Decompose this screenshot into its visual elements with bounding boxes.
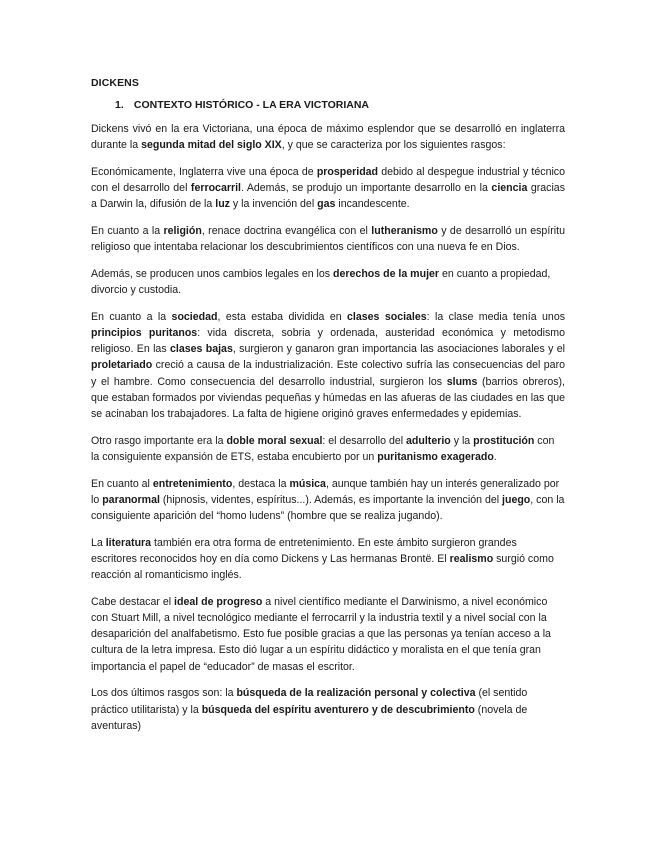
text-run: (hipnosis, videntes, espíritus...). Además, es importante la invención del [159, 493, 503, 506]
bold-term: principios puritanos [91, 327, 198, 340]
bold-term: clases bajas [169, 343, 233, 356]
bold-term: búsqueda del espíritu aventurero y de descubrimiento [201, 703, 475, 716]
text-run: , renace doctrina evangélica con el [201, 225, 372, 238]
bold-term: gas [317, 198, 336, 211]
text-run: Dickens vivó en la era Victoriana, una época de máximo esplendor que se desarrolló en inglaterra durante la [91, 123, 565, 152]
text-run: Además, se producen unos cambios legales en los [91, 267, 334, 280]
text-run: , con la consiguiente aparición del “homo ludens” (hombre que se realiza jugando). [91, 493, 565, 523]
text-run: incandescente. [335, 198, 410, 211]
bold-term: clases sociales [347, 310, 427, 323]
text-run: Económicamente, Inglaterra vive una época de [91, 165, 317, 178]
paragraph [91, 266, 565, 298]
text-run: gracias a Darwin la, difusión de la [91, 182, 565, 211]
paragraph [91, 223, 565, 255]
text-run: a nivel científico mediante el Darwinismo, a nivel económico con Stuart Mill, a nivel tecnológico mediante el ferrocarril y la industria textil y a nivel social con la desaparición del analfabetismo. Esto fue posible gracias a que las personas ya tenían acceso a la cultura de la letra impresa. Esto dió lugar a un espíritu didáctico y moralista en el que tenía gran importancia el papel de “educador” de masas el escritor. [91, 595, 551, 673]
bold-term: ciencia [491, 182, 528, 195]
paragraph [91, 685, 565, 734]
bold-term: búsqueda de la realización personal y colectiva [236, 687, 476, 700]
text-run: . Además, se produjo un importante desarrollo en la [240, 182, 492, 195]
text-run: . [493, 450, 497, 463]
text-run: (novela de aventuras) [91, 703, 528, 732]
bold-term: juego [502, 493, 531, 506]
text-run: : el desarrollo del [322, 434, 407, 447]
bold-term: literatura [105, 536, 152, 549]
text-run: y la [450, 434, 474, 447]
paragraph [91, 594, 565, 675]
text-run: en cuanto a propiedad, divorcio y custodia. [91, 267, 551, 297]
bold-term: entretenimiento [152, 477, 233, 490]
bold-term: religión [163, 225, 202, 238]
text-run: (barrios obreros), que estaban formados por viviendas pequeñas y húmedas en las afueras de las ciudades en las que se acinaban los trabajadores. La falta de higiene originó graves enfermedades y epidemias. [91, 375, 565, 421]
bold-term: segunda mitad del siglo XIX [141, 139, 282, 152]
text-run: Los dos últimos rasgos son: la [91, 687, 237, 700]
bold-term: paranormal [102, 493, 160, 506]
text-run: : vida discreta, sobria y ordenada, austeridad económica y metodismo religioso. En las [91, 327, 565, 356]
text-run: , aunque también hay un interés generalizado por lo [91, 477, 560, 506]
text-run: con la consiguiente expansión de ETS, estaba encubierto por un [91, 434, 555, 463]
text-run: también era otra forma de entretenimiento. En este ámbito surgieron grandes escritores reconocidos hoy en día como Dickens y Las hermanas Brontë. El [91, 536, 517, 565]
text-run: , esta estaba dividida en [217, 310, 348, 323]
bold-term: realismo [449, 552, 494, 565]
bold-term: ferrocarril [190, 182, 241, 195]
bold-term: doble moral sexual [226, 434, 323, 447]
text-run: La [91, 536, 106, 549]
paragraph [91, 535, 565, 584]
text-run: , surgieron y ganaron gran importancia las asociaciones laborales y el [232, 343, 566, 356]
text-run: (el sentido práctico utilitarista) y la [91, 687, 528, 716]
text-run: y de desarrolló un espíritu religioso que intentaba relacionar los descubrimientos científicos con una nueva fe en Dios. [91, 225, 565, 254]
text-run: En cuanto al [91, 477, 153, 490]
document-title: DICKENS [91, 77, 139, 89]
text-run: : la clase media tenía unos [426, 310, 566, 323]
text-run: En cuanto a la [91, 310, 172, 323]
text-run: Cabe destacar el [91, 595, 175, 608]
text-run: , destaca la [232, 477, 290, 490]
text-run: y la invención del [229, 198, 318, 211]
paragraph [91, 309, 565, 422]
section-heading [115, 98, 565, 112]
bold-term: adulterio [406, 434, 451, 447]
text-run: Otro rasgo importante era la [91, 434, 227, 447]
paragraph [91, 476, 565, 525]
bold-term: ideal de progreso [174, 595, 263, 608]
text-run: surgió como reacción al romanticismo inglés. [91, 552, 554, 582]
paragraph [91, 433, 565, 465]
section-number: 1. [115, 99, 124, 111]
section-title: CONTEXTO HISTÓRICO - LA ERA VICTORIANA [133, 99, 370, 111]
bold-term: derechos de la mujer [333, 267, 440, 280]
paragraph [91, 121, 565, 153]
text-run: En cuanto a la [91, 225, 164, 238]
paragraph [91, 164, 565, 213]
document-page [91, 76, 565, 745]
bold-term: lutheranismo [371, 225, 438, 238]
bold-term: proletariado [91, 359, 153, 372]
bold-term: prostitución [473, 434, 535, 447]
bold-term: prosperidad [316, 165, 379, 178]
bold-term: puritanismo exagerado [377, 450, 494, 463]
text-run: , y que se caracteriza por los siguientes rasgos: [281, 139, 506, 152]
bold-term: slums [446, 375, 478, 388]
text-run: debido al despegue industrial y técnico con el desarrollo del [91, 165, 565, 195]
text-run: creció a causa de la industrialización. Este colectivo sufría las consecuencias del paro y el hambre. Como consecuencia del desarrollo industrial, surgieron los [91, 359, 565, 388]
bold-term: música [289, 477, 326, 490]
bold-term: sociedad [171, 310, 218, 323]
bold-term: luz [215, 198, 230, 211]
